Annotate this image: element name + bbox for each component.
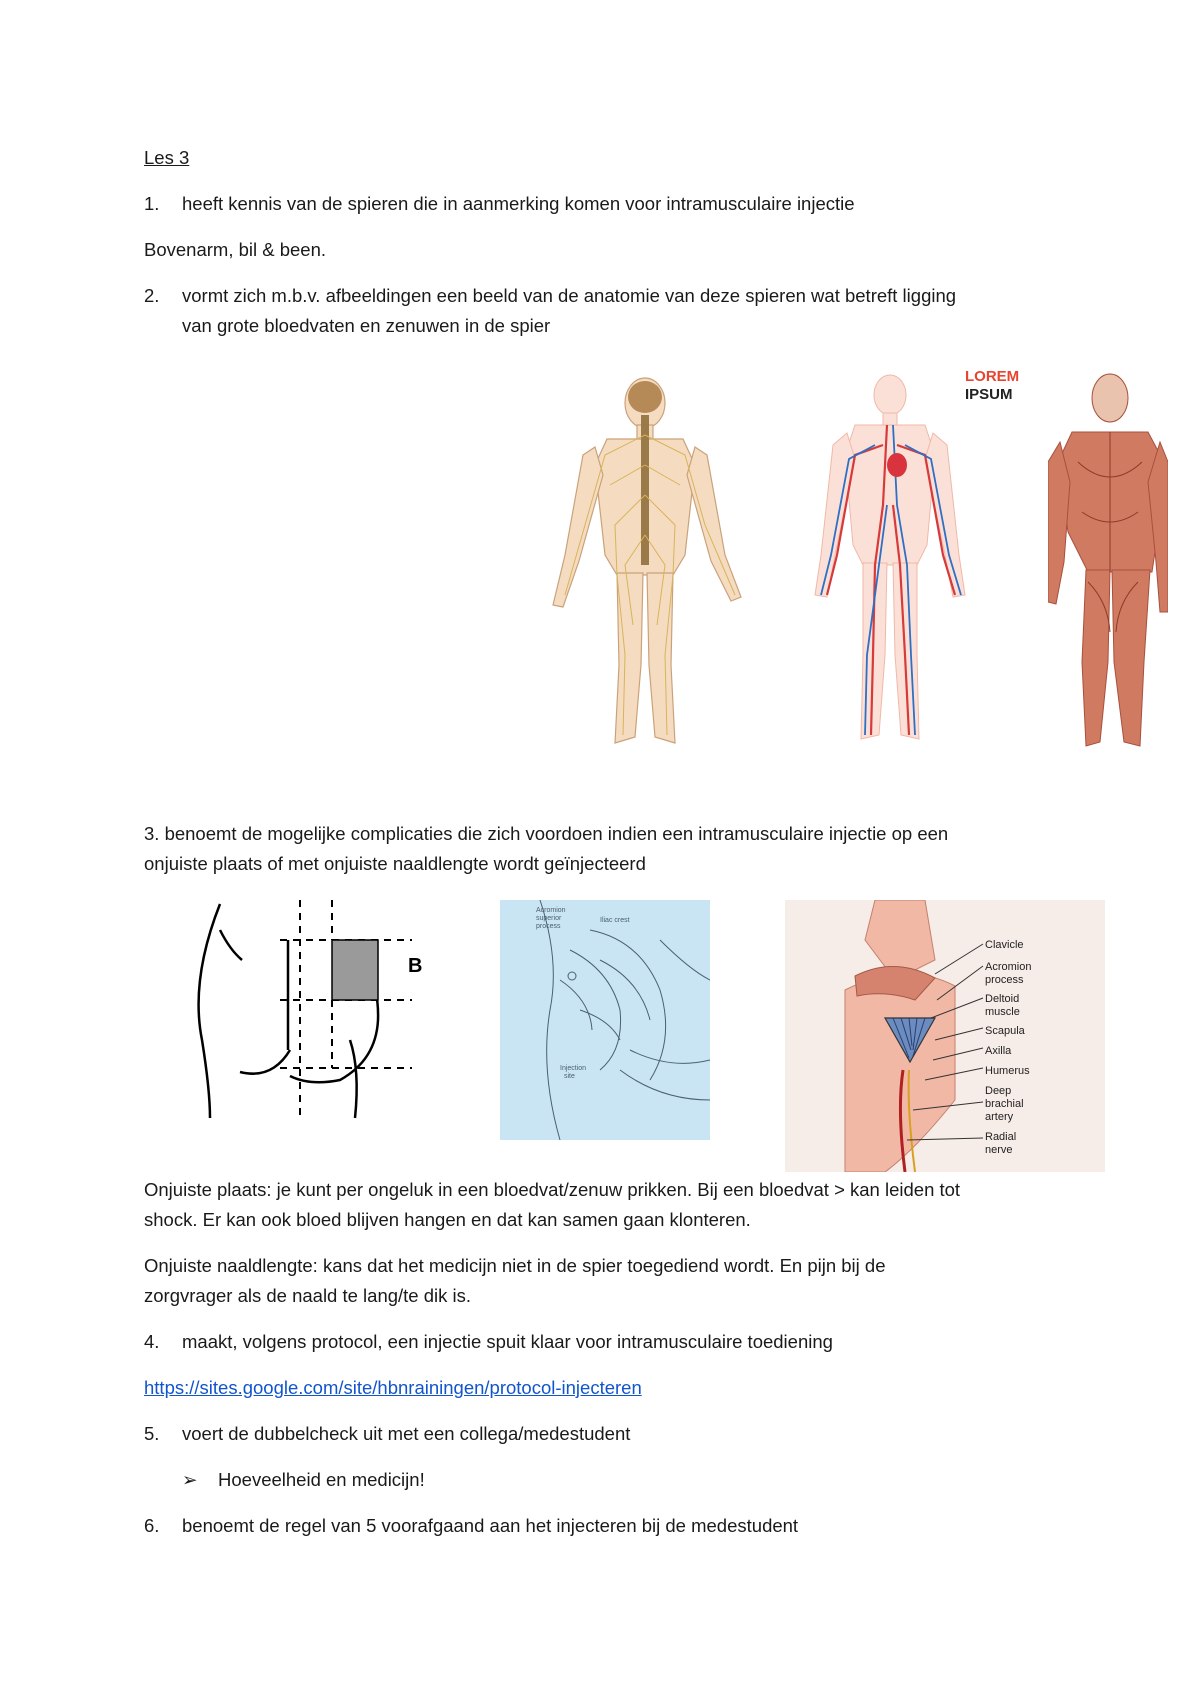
- deltoid-label-acromion: Acromion: [985, 961, 1032, 973]
- arm-label-6: site: [564, 1073, 575, 1080]
- deltoid-label-nerve: nerve: [985, 1144, 1013, 1156]
- deltoid-label-process: process: [985, 974, 1024, 986]
- deltoid-label-deep: Deep: [985, 1085, 1012, 1097]
- item-2-line-2: van grote bloedvaten en zenuwen in de spier: [182, 315, 551, 336]
- arm-label-3: process: [536, 923, 561, 930]
- buttock-quadrant-image: [180, 900, 430, 1120]
- answer-3b-line-1: Onjuiste naaldlengte: kans dat het medicijn niet in de spier toegediend wordt. En pijn bij de: [144, 1255, 886, 1276]
- item-5-text: voert de dubbelcheck uit met een collega/medestudent: [182, 1423, 631, 1444]
- protocol-link[interactable]: https://sites.google.com/site/hbnrainingen/protocol-injecteren: [144, 1377, 642, 1398]
- arm-label-5: Injection: [560, 1065, 587, 1072]
- answer-1: Bovenarm, bil & been.: [144, 239, 327, 260]
- deltoid-label-axilla: Axilla: [985, 1045, 1012, 1057]
- deltoid-label-radial: Radial: [985, 1131, 1017, 1143]
- item-6-number: 6.: [144, 1515, 160, 1536]
- item-5-number: 5.: [144, 1423, 160, 1444]
- item-3-line-1: 3. benoemt de mogelijke complicaties die zich voordoen indien een intramusculaire injectie op een: [144, 823, 949, 844]
- circulatory-system-image: [775, 355, 1045, 755]
- item-1-text: heeft kennis van de spieren die in aanmerking komen voor intramusculaire injectie: [182, 193, 855, 214]
- item-2-number: 2.: [144, 285, 160, 306]
- item-2-line-1: vormt zich m.b.v. afbeeldingen een beeld van de anatomie van deze spieren wat betreft ligging: [182, 285, 957, 306]
- nervous-system-image: [545, 375, 745, 755]
- deltoid-label-deltoid: Deltoid: [985, 993, 1020, 1005]
- deltoid-label-scapula: Scapula: [985, 1025, 1025, 1037]
- item-6-text: benoemt de regel van 5 voorafgaand aan het injecteren bij de medestudent: [182, 1515, 799, 1536]
- injection-site-sketch-image: [500, 900, 710, 1140]
- deltoid-label-clavicle: Clavicle: [985, 939, 1024, 951]
- bullet-arrow-icon: ➢: [182, 1469, 198, 1490]
- page-title: Les 3: [144, 147, 190, 168]
- buttock-label-b: B: [408, 955, 423, 977]
- muscular-system-image: [1048, 372, 1168, 754]
- deltoid-label-artery: artery: [985, 1111, 1014, 1123]
- answer-3b-line-2: zorgvrager als de naald te lang/te dik is.: [144, 1285, 472, 1306]
- arm-label-1: Acromion: [536, 907, 566, 914]
- arm-label-2: superior: [536, 915, 562, 922]
- deltoid-label-muscle: muscle: [985, 1006, 1020, 1018]
- deltoid-label-humerus: Humerus: [985, 1065, 1030, 1077]
- deltoid-label-brachial: brachial: [985, 1098, 1024, 1110]
- item-3-line-2: onjuiste plaats of met onjuiste naaldlengte wordt geïnjecteerd: [144, 853, 646, 874]
- answer-3a-line-1: Onjuiste plaats: je kunt per ongeluk in een bloedvat/zenuw prikken. Bij een bloedvat > kan leiden tot: [144, 1179, 961, 1200]
- arm-label-4: Iliac crest: [600, 917, 630, 924]
- item-4-text: maakt, volgens protocol, een injectie spuit klaar voor intramusculaire toediening: [182, 1331, 833, 1352]
- item-1-number: 1.: [144, 193, 160, 214]
- deltoid-anatomy-image: [785, 900, 1105, 1172]
- bullet-text: Hoeveelheid en medicijn!: [218, 1469, 425, 1490]
- lorem-text: LOREM: [965, 368, 1020, 385]
- answer-3a-line-2: shock. Er kan ook bloed blijven hangen en dat kan samen gaan klonteren.: [144, 1209, 751, 1230]
- ipsum-text: IPSUM: [965, 386, 1013, 403]
- item-4-number: 4.: [144, 1331, 160, 1352]
